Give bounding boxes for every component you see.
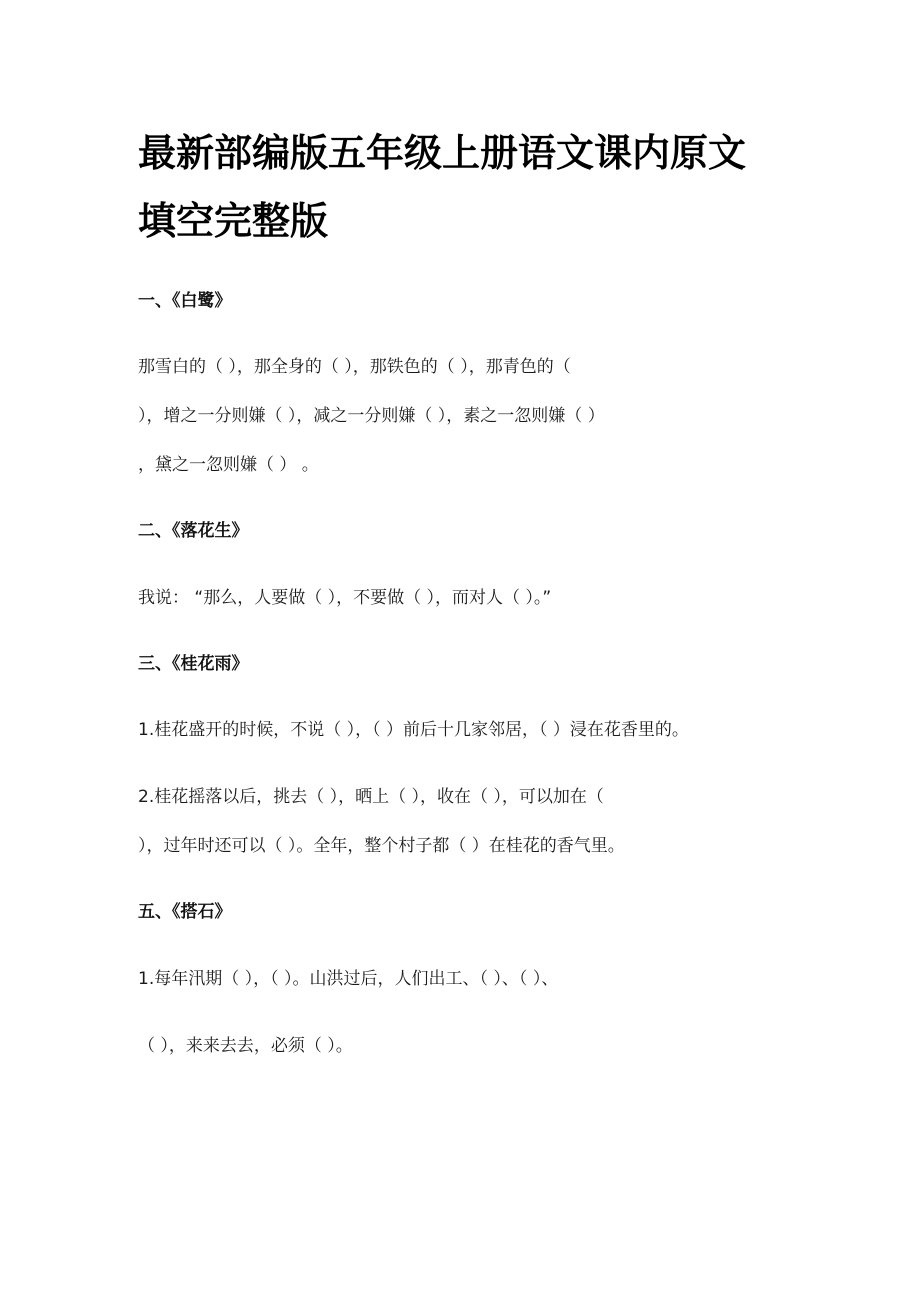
document-title-line-1: 最新部编版五年级上册语文课内原文 bbox=[138, 131, 747, 175]
fill-blank-line: ），增之一分则嫌（ ），减之一分则嫌（ ），素之一忽则嫌（ ） bbox=[138, 406, 605, 426]
fill-blank-line: 1.桂花盛开的时候，不说（ ），（ ）前后十几家邻居，（ ）浸在花香里的。 bbox=[138, 720, 689, 740]
fill-blank-line: 我说： “那么，人要做（ ），不要做（ ），而对人（ ）。” bbox=[138, 588, 552, 608]
section-heading-luohuasheng: 二、《落花生》 bbox=[138, 521, 249, 541]
section-heading-dashi: 五、《搭石》 bbox=[138, 902, 232, 922]
fill-blank-line: ，黛之一忽则嫌（ ） 。 bbox=[138, 455, 319, 475]
fill-blank-line: 1.每年汛期（ ），（ ）。山洪过后，人们出工、（ ）、（ ）、 bbox=[138, 969, 559, 989]
fill-blank-line: ），过年时还可以（ ）。全年，整个村子都（ ）在桂花的香气里。 bbox=[138, 836, 625, 856]
fill-blank-line: 那雪白的（ ），那全身的（ ），那铁色的（ ），那青色的（ bbox=[138, 357, 571, 377]
fill-blank-line: 2.桂花摇落以后，挑去（ ），晒上（ ），收在（ ），可以加在（ bbox=[138, 787, 604, 807]
document-title-line-2: 填空完整版 bbox=[138, 199, 329, 243]
section-heading-guihuayu: 三、《桂花雨》 bbox=[138, 654, 249, 674]
section-heading-bailu: 一、《白鹭》 bbox=[138, 291, 232, 311]
fill-blank-line: （ ），来来去去，必须（ ）。 bbox=[138, 1036, 353, 1056]
